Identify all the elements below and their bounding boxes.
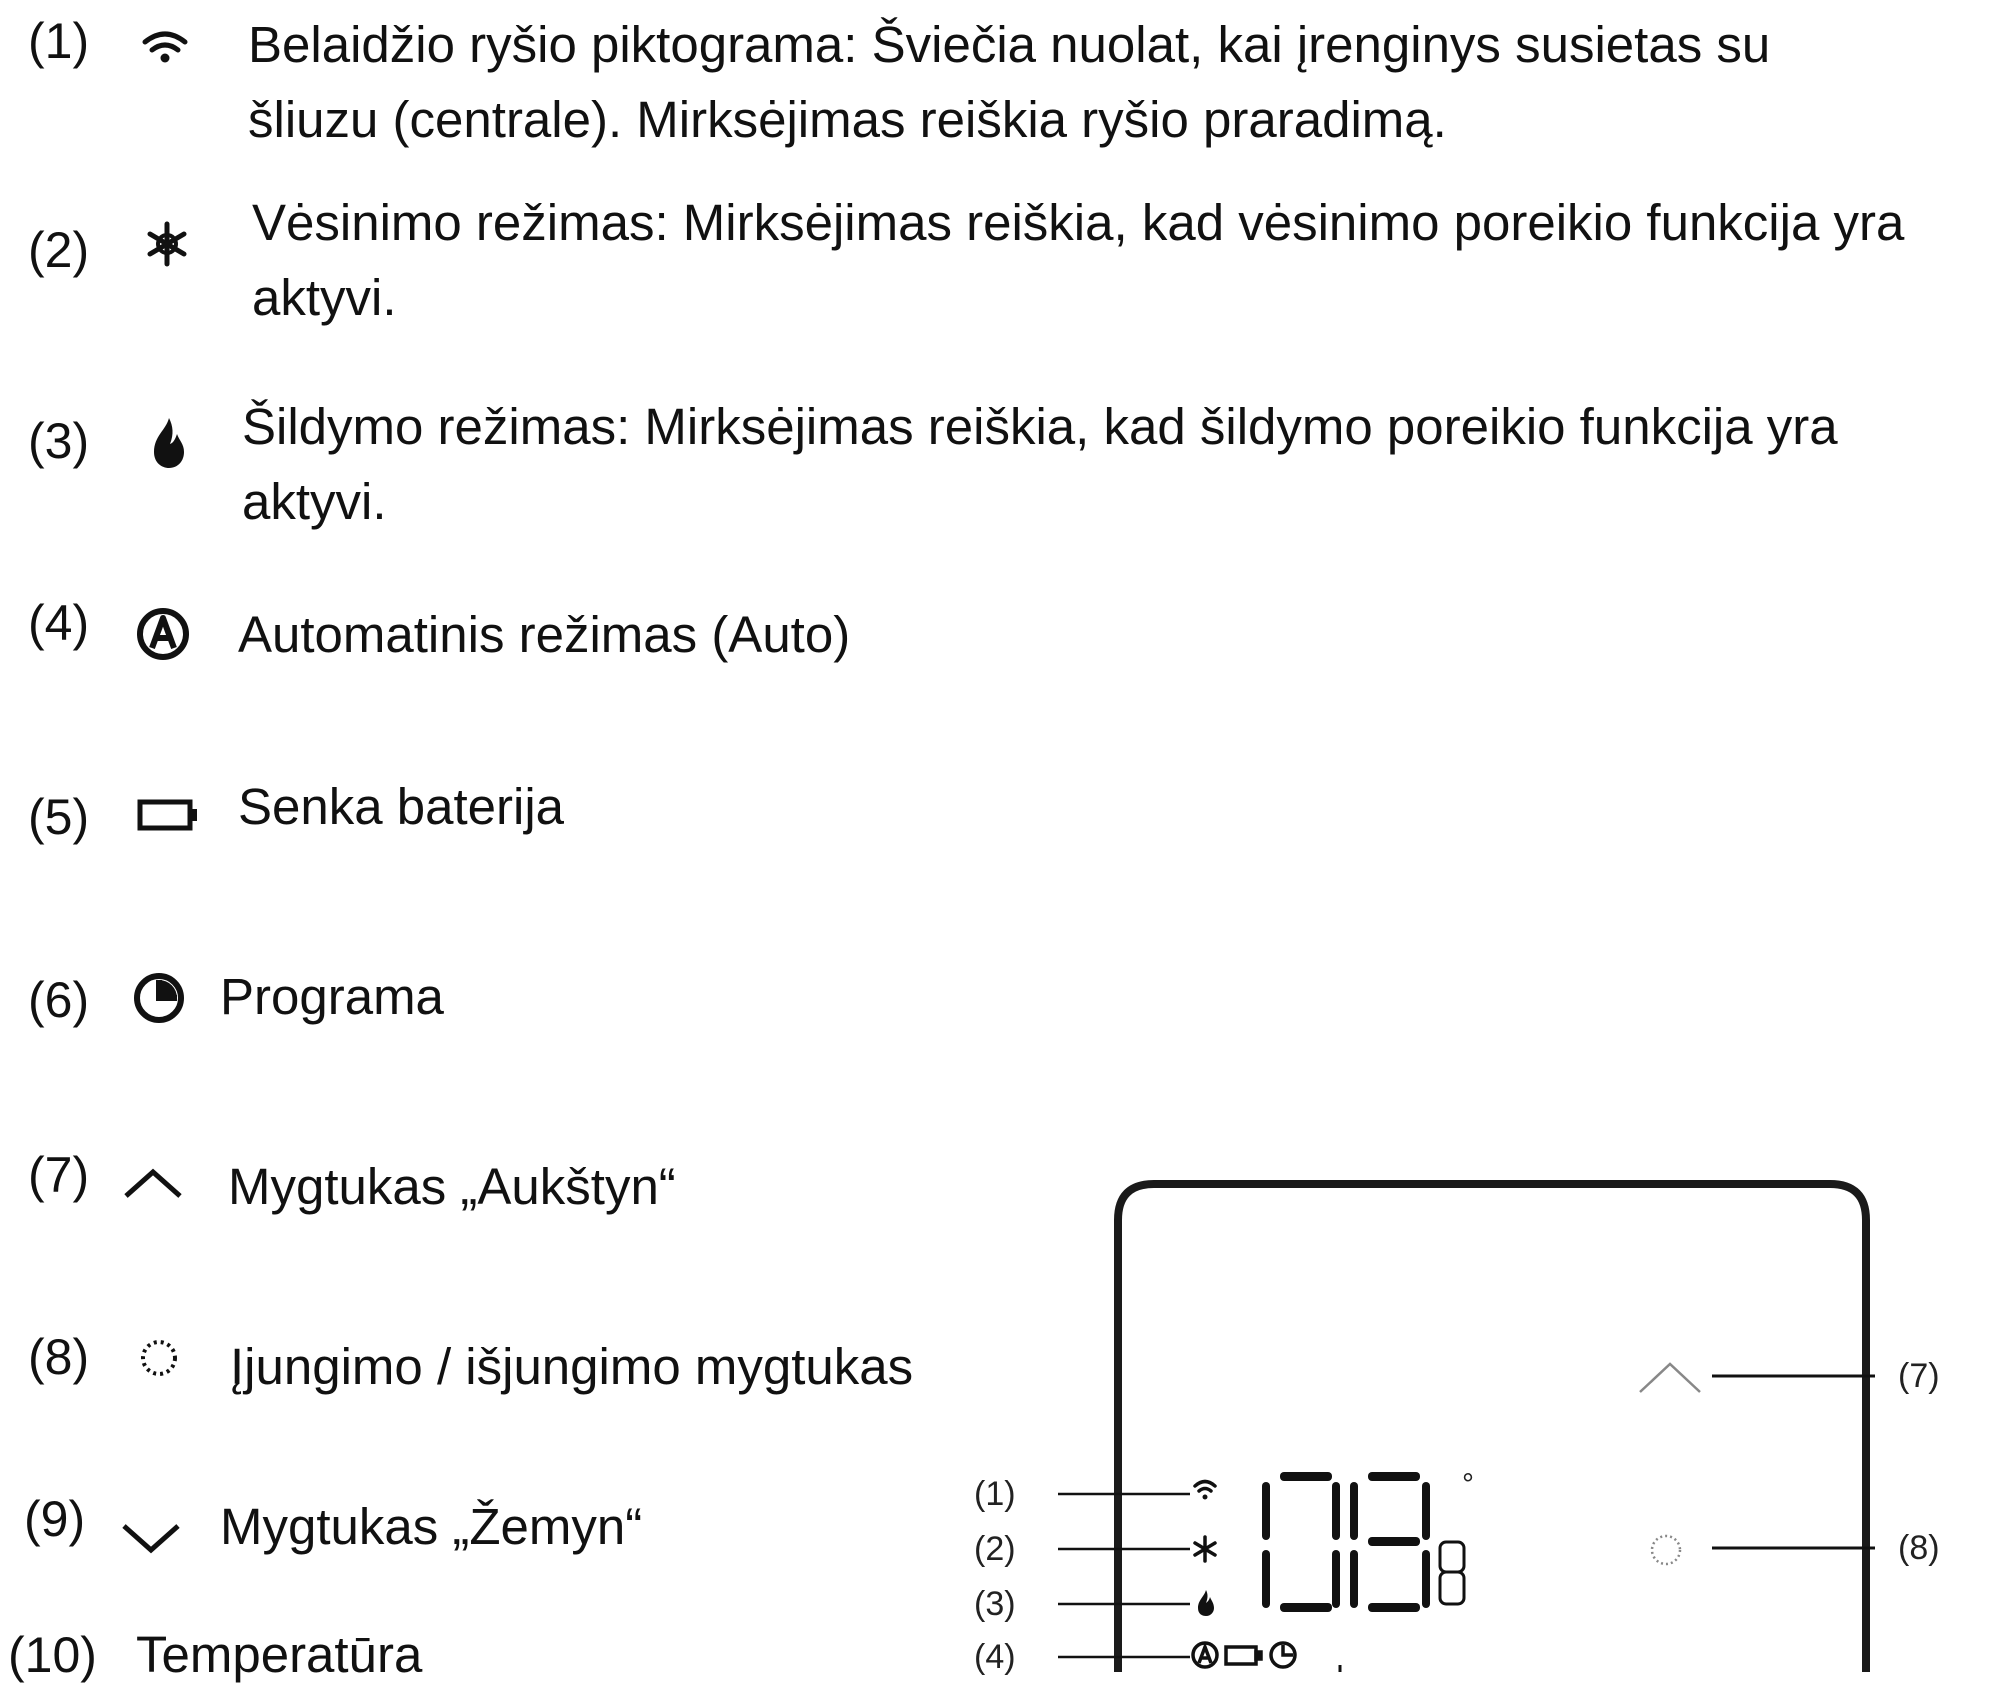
display-program-icon <box>1271 1643 1295 1667</box>
legend-line: Mygtukas „Aukštyn“ <box>228 1158 676 1215</box>
display-wifi-icon <box>1195 1482 1215 1492</box>
legend-text-2 <box>252 186 1904 336</box>
chevron-up-icon <box>118 1150 188 1214</box>
legend-line: Automatinis režimas (Auto) <box>238 606 851 663</box>
device-up-button-icon <box>1640 1364 1700 1392</box>
thermostat-diagram <box>940 1160 2003 1676</box>
small-digit <box>1440 1542 1464 1604</box>
legend-line: Belaidžio ryšio piktograma: Šviečia nuolat, kai įrenginys susietas su <box>248 16 1771 73</box>
degree-symbol: ° <box>1462 1468 1474 1501</box>
legend-text-6 <box>220 960 444 1035</box>
display-flame-icon <box>1198 1590 1214 1616</box>
power-ring-icon <box>124 1326 194 1390</box>
legend-text-3 <box>242 390 1838 540</box>
callout-1: (1) <box>974 1475 1016 1513</box>
display-auto-icon <box>1193 1643 1217 1667</box>
legend-number-8: (8) <box>28 1329 90 1385</box>
snowflake-icon <box>132 212 202 276</box>
legend-number-10: (10) <box>8 1627 97 1683</box>
device-outline <box>1118 1184 1866 1672</box>
legend-line: aktyvi. <box>242 472 387 530</box>
legend-number-7: (7) <box>28 1147 90 1203</box>
callout-3: (3) <box>974 1585 1016 1623</box>
legend-text-7 <box>228 1150 676 1225</box>
legend-number-3: (3) <box>28 413 90 469</box>
legend-number-2: (2) <box>28 222 90 278</box>
legend-line: šliuzu (centrale). Mirksėjimas reiškia ryšio praradimą. <box>248 90 1447 148</box>
legend-number-4: (4) <box>28 595 90 651</box>
display-snowflake-icon <box>1195 1537 1215 1561</box>
callout-8: (8) <box>1898 1529 1940 1567</box>
legend-line: Mygtukas „Žemyn“ <box>220 1498 643 1555</box>
legend-line: aktyvi. <box>252 268 397 326</box>
legend-line: Įjungimo / išjungimo mygtukas <box>230 1338 914 1395</box>
legend-line: Vėsinimo režimas: Mirksėjimas reiškia, kad vėsinimo poreikio funkcija yra <box>252 194 1905 251</box>
flame-icon <box>132 410 202 474</box>
legend-number-6: (6) <box>28 972 90 1028</box>
legend-number-5: (5) <box>28 789 90 845</box>
callout-4: (4) <box>974 1638 1016 1676</box>
program-clock-icon <box>124 966 194 1030</box>
legend-line: Senka baterija <box>238 778 565 835</box>
legend-text-4 <box>238 598 850 673</box>
callout-7: (7) <box>1898 1357 1940 1395</box>
auto-mode-icon <box>128 602 198 666</box>
legend-number-1: (1) <box>28 13 90 69</box>
legend-number-9: (9) <box>24 1491 86 1547</box>
device-power-button-icon <box>1652 1536 1680 1564</box>
legend-line: Programa <box>220 968 444 1025</box>
battery-low-icon <box>132 782 202 846</box>
legend-text-9 <box>220 1490 642 1565</box>
segment-display-digits <box>1262 1472 1430 1612</box>
callout-2: (2) <box>974 1530 1016 1568</box>
thermostat-svg <box>940 1160 2003 1676</box>
legend-line: Šildymo režimas: Mirksėjimas reiškia, kad šildymo poreikio funkcija yra <box>242 398 1838 455</box>
legend-text-1 <box>248 8 1770 158</box>
display-battery-icon <box>1226 1647 1261 1664</box>
legend-text-8 <box>230 1330 913 1405</box>
chevron-down-icon <box>116 1504 186 1568</box>
legend-text-10 <box>136 1618 422 1693</box>
legend-text-5 <box>238 770 564 845</box>
legend-line: Temperatūra <box>136 1626 423 1683</box>
wifi-icon <box>130 14 200 78</box>
